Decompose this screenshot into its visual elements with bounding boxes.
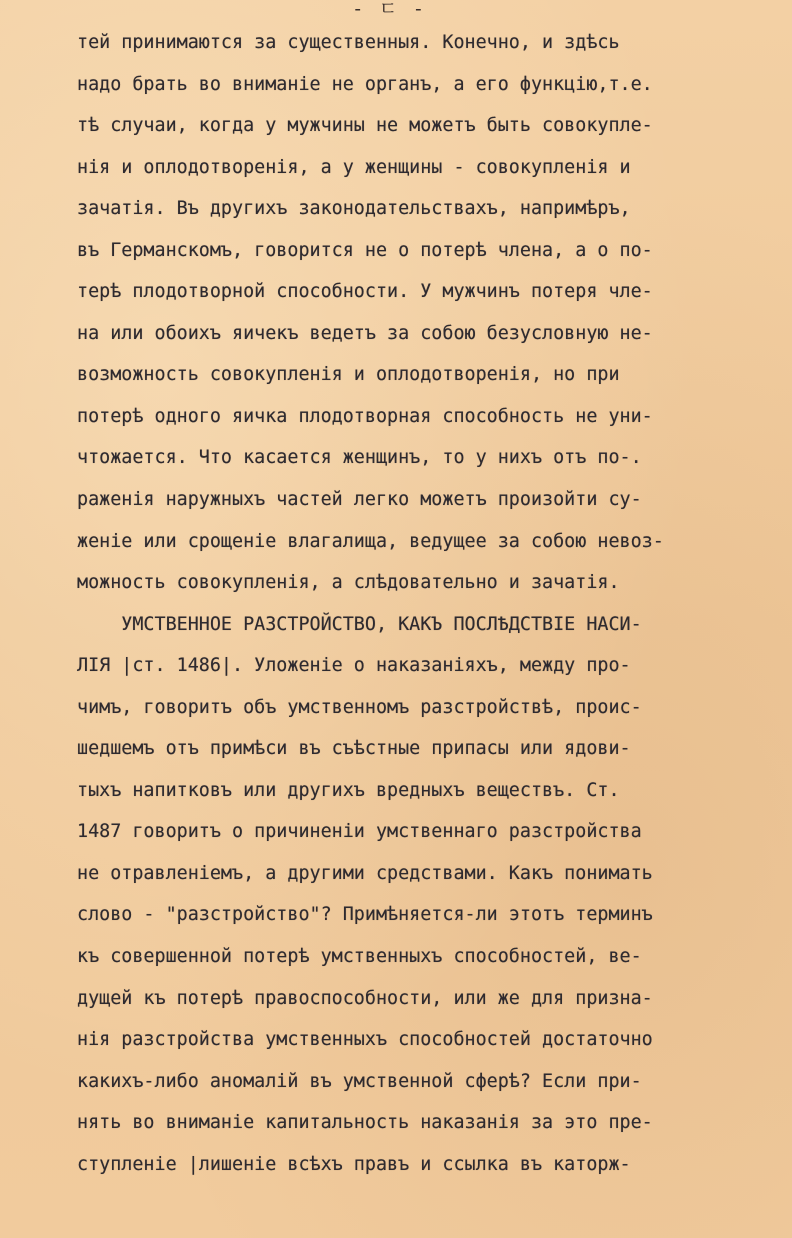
text-line: нiя разстройства умственныхъ способностей достаточно: [77, 1029, 653, 1051]
text-line: дущей къ потерѣ правоспособности, или же для призна-: [77, 987, 653, 1009]
page-number: - ㄷ -: [352, 0, 427, 20]
section-heading-line: УМСТВЕННОЕ РАЗСТРОЙСТВО, КАКЪ ПОСЛѢДСТВIЕ НАСИ-: [77, 613, 642, 635]
text-line: тыхъ напитковъ или другихъ вредныхъ веществъ. Ст.: [77, 779, 620, 801]
text-line: чтожается. Что касается женщинъ, то у нихъ отъ по-.: [77, 447, 642, 469]
text-line: ЛIЯ |ст. 1486|. Уложенiе о наказанiяхъ, между про-: [77, 655, 631, 677]
text-line: 1487 говоритъ о причиненiи умственнаго разстройства: [77, 821, 642, 843]
text-line: не отравленiемъ, а другими средствами. Какъ понимать: [77, 862, 653, 884]
text-line: къ совершенной потерѣ умственныхъ способностей, ве-: [77, 946, 642, 968]
text-line: нять во вниманiе капитальность наказанiя за это пре-: [77, 1112, 653, 1134]
text-line: потерѣ одного яичка плодотворная способность не уни-: [77, 405, 653, 427]
text-line: нiя и оплодотворенiя, а у женщины - совокупленiя и: [77, 156, 631, 178]
text-line: въ Германскомъ, говорится не о потерѣ члена, а о по-: [77, 239, 653, 261]
text-line: можность совокупленiя, а слѣдовательно и зачатiя.: [77, 572, 620, 594]
text-line: какихъ-либо аномалiй въ умственной сферѣ? Если при-: [77, 1070, 642, 1092]
body-text: [77, 22, 757, 1185]
text-line: чимъ, говоритъ объ умственномъ разстройствѣ, проис-: [77, 696, 642, 718]
text-line: раженiя наружныхъ частей легко можетъ произойти су-: [77, 489, 642, 511]
text-line: тѣ случаи, когда у мужчины не можетъ быть совокупле-: [77, 115, 653, 137]
text-line: на или обоихъ яичекъ ведетъ за собою безусловную не-: [77, 322, 653, 344]
text-line: шедшемъ отъ примѣси въ съѣстные припасы или ядови-: [77, 738, 631, 760]
text-line: терѣ плодотворной способности. У мужчинъ потеря чле-: [77, 281, 653, 303]
text-line: тей принимаются за существенныя. Конечно, и здѣсь: [77, 32, 620, 53]
text-line: женiе или срощенiе влагалища, ведущее за собою невоз-: [77, 530, 664, 552]
text-line: зачатiя. Въ другихъ законодательствахъ, напримѣръ,: [77, 198, 631, 220]
text-line: слово - "разстройство"? Примѣняется-ли этотъ терминъ: [77, 904, 653, 926]
text-line: возможность совокупленiя и оплодотворенiя, но при: [77, 364, 620, 386]
text-line: надо брать во вниманiе не органъ, а его функцiю,т.е.: [77, 73, 653, 95]
text-line: ступленiе |лишенiе всѣхъ правъ и ссылка въ каторж-: [77, 1153, 631, 1175]
